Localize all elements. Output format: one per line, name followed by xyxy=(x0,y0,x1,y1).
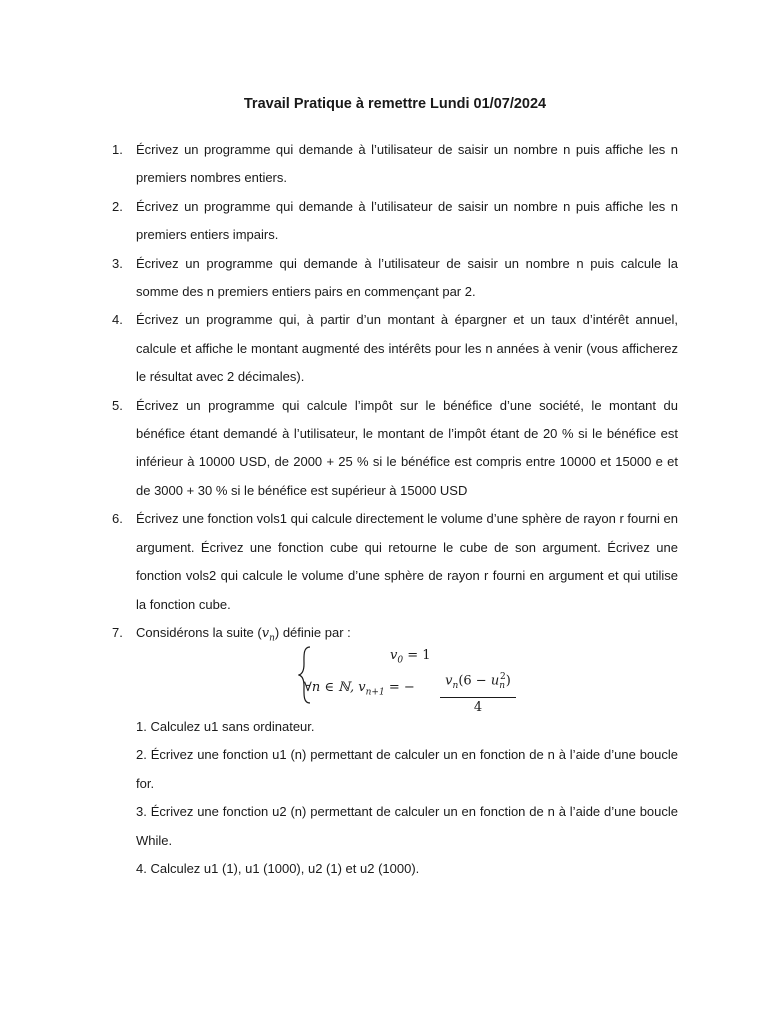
fraction-denominator: 4 xyxy=(473,699,483,715)
exercise-list xyxy=(100,136,678,653)
sub-question-list xyxy=(136,713,678,883)
document-title: Travail Pratique à remettre Lundi 01/07/2024 xyxy=(243,96,547,112)
sub-question-2: 2. Écrivez une fonction u1 (n) permettant de calculer un en fonction de n à l’aide d’une boucle for. xyxy=(136,747,678,791)
exercise-number: 4. xyxy=(112,312,123,328)
exercise-item-6 xyxy=(100,505,678,619)
exercise-number: 3. xyxy=(112,255,123,271)
num-open: (6 − xyxy=(458,673,491,689)
exercise-number: 5. xyxy=(112,397,123,413)
eq1-sub: 0 xyxy=(397,655,404,666)
num-u: u xyxy=(490,673,500,689)
exercise-item-5 xyxy=(100,392,678,506)
fraction-numerator xyxy=(440,668,516,698)
exercise-text: Écrivez un programme qui demande à l’utilisateur de saisir un nombre n puis affiche les n premiers entiers impairs. xyxy=(136,198,678,243)
exercise-item-1 xyxy=(100,136,678,193)
exercise-text: Écrivez un programme qui, à partir d’un montant à épargner et un taux d’intérêt annuel, calcule et affiche le montant augmenté des intérêts pour les n années à venir (vous afficherez le résultat avec 2 décimales). xyxy=(136,312,678,385)
sub-question-1: 1. Calculez u1 sans ordinateur. xyxy=(136,719,315,734)
exercise-number: 1. xyxy=(112,142,123,157)
exercise-number: 7. xyxy=(112,624,123,640)
exercise-text: Écrivez un programme qui demande à l’utilisateur de saisir un nombre n puis affiche les n premiers nombres entiers. xyxy=(136,142,678,186)
num-close: ) xyxy=(505,673,511,689)
eq2-var: v xyxy=(358,680,366,695)
eq2-prefix: ∀n ∈ ℕ, xyxy=(304,680,359,695)
sequence-sub: n xyxy=(269,633,275,644)
eq2-sub: n+1 xyxy=(365,687,385,698)
fraction xyxy=(440,668,516,718)
num-usub: n xyxy=(499,680,505,691)
eq2-mid: = − xyxy=(384,680,415,695)
exercise-text: Écrivez un programme qui demande à l’utilisateur de saisir un nombre n puis calcule la somme des n premiers entiers pairs en commençant par 2. xyxy=(136,255,678,300)
exercise-text: Écrivez un programme qui calcule l’impôt sur le bénéfice d’une société, le montant du bénéfice étant demandé à l’utilisateur, le montant de l’impôt étant de 20 % si le bénéfice est inférieur à 10000 USD, de 2000 + 25 % si le bénéfice est compris entre 10000 et 15000 e et de 3000 + 30 % si le bénéfice est supérieur à 15000 USD xyxy=(136,397,678,498)
recurrence-relation xyxy=(304,680,415,698)
eq1-rhs: = 1 xyxy=(403,648,431,663)
initial-condition xyxy=(390,648,431,666)
sequence-var: v xyxy=(261,625,270,641)
exercise-item-3 xyxy=(100,250,678,307)
exercise-item-2 xyxy=(100,193,678,250)
num-vsub: n xyxy=(452,680,459,691)
exercise-text: Écrivez une fonction vols1 qui calcule directement le volume d’une sphère de rayon r fourni en argument. Écrivez une fonction cube qui retourne le cube de son argument. Écrivez une fonction vols2 qui calcule le volume d’une sphère de rayon r fourni en argument et qui utilise la fonction cube. xyxy=(136,511,678,612)
exercise-text-before: Considérons la suite ( xyxy=(136,624,262,640)
sub-question-4: 4. Calculez u1 (1), u1 (1000), u2 (1) et u2 (1000). xyxy=(136,861,420,877)
num-usup: 2 xyxy=(500,672,506,682)
exercise-item-4 xyxy=(100,306,678,391)
sequence-symbol xyxy=(261,625,275,644)
recurrence-system xyxy=(298,646,528,715)
exercise-number: 2. xyxy=(112,198,123,214)
eq1-var: v xyxy=(390,648,398,663)
num-v: v xyxy=(445,673,453,689)
exercise-number: 6. xyxy=(112,511,123,527)
sub-question-3: 3. Écrivez une fonction u2 (n) permettant de calculer un en fonction de n à l’aide d’une boucle While. xyxy=(136,804,678,848)
exercise-text-after: ) définie par : xyxy=(274,624,351,640)
